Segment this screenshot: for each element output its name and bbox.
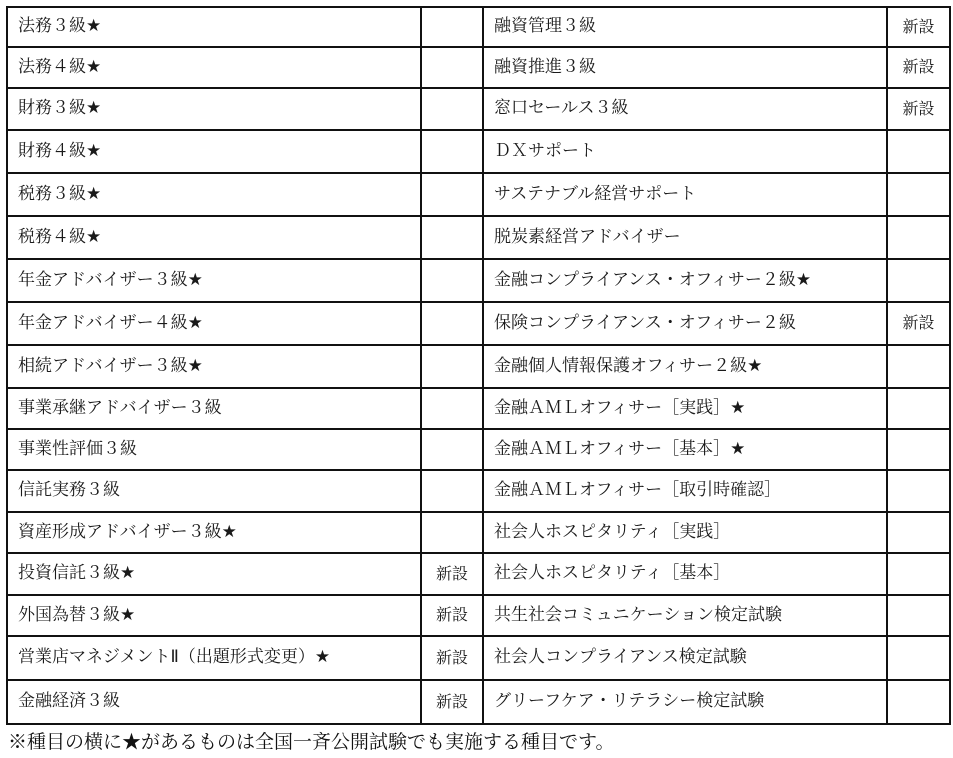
new-badge-left [421,7,483,47]
table-row [7,216,950,259]
new-badge-right [887,470,950,512]
exam-name-left: 法務４級★ [7,47,421,88]
table-row [7,388,950,429]
exam-name-left: 事業性評価３級 [7,429,421,470]
exam-name-right: 社会人ホスピタリティ［実践］ [483,512,887,553]
new-badge-left [421,512,483,553]
table-row [7,429,950,470]
new-badge-left [421,130,483,173]
new-badge-right [887,429,950,470]
new-badge-left [421,173,483,216]
new-badge-right [887,216,950,259]
new-badge-left [421,259,483,302]
exam-name-right: 金融ＡＭＬオフィサー［基本］★ [483,429,887,470]
exam-name-right: 金融コンプライアンス・オフィサー２級★ [483,259,887,302]
new-badge-left [421,345,483,388]
table-row [7,88,950,130]
exam-name-left: 財務４級★ [7,130,421,173]
new-badge-right [887,680,950,724]
new-badge-right [887,345,950,388]
exam-name-left: 外国為替３級★ [7,595,421,636]
new-badge-left [421,88,483,130]
new-badge-right [887,595,950,636]
exam-name-left: 資産形成アドバイザー３級★ [7,512,421,553]
new-badge-right [887,553,950,595]
exam-name-left: 投資信託３級★ [7,553,421,595]
new-badge-right: 新設 [887,302,950,345]
exam-name-left: 年金アドバイザー４級★ [7,302,421,345]
exam-name-left: 相続アドバイザー３級★ [7,345,421,388]
new-badge-right: 新設 [887,47,950,88]
table-row [7,680,950,724]
new-badge-left: 新設 [421,595,483,636]
new-badge-right [887,388,950,429]
exam-name-right: 窓口セールス３級 [483,88,887,130]
exam-name-right: 金融ＡＭＬオフィサー［取引時確認］ [483,470,887,512]
new-badge-left [421,388,483,429]
exam-name-right: 融資管理３級 [483,7,887,47]
new-badge-right: 新設 [887,7,950,47]
new-badge-right [887,636,950,680]
table-row [7,345,950,388]
table-row [7,470,950,512]
new-badge-right [887,173,950,216]
exam-name-left: 財務３級★ [7,88,421,130]
new-badge-left [421,47,483,88]
exam-name-left: 年金アドバイザー３級★ [7,259,421,302]
table-row [7,130,950,173]
exam-name-right: 脱炭素経営アドバイザー [483,216,887,259]
new-badge-left [421,429,483,470]
exam-name-right: 保険コンプライアンス・オフィサー２級 [483,302,887,345]
new-badge-right [887,130,950,173]
exam-name-right: 社会人コンプライアンス検定試験 [483,636,887,680]
footnote: ※種目の横に★があるものは全国一斉公開試験でも実施する種目です。 [8,731,615,753]
table-row [7,173,950,216]
exam-name-right: グリーフケア・リテラシー検定試験 [483,680,887,724]
exam-table-body [7,7,950,724]
new-badge-left: 新設 [421,553,483,595]
exam-name-left: 法務３級★ [7,7,421,47]
table-row [7,302,950,345]
new-badge-left: 新設 [421,636,483,680]
exam-name-right: 金融個人情報保護オフィサー２級★ [483,345,887,388]
table-row [7,7,950,47]
new-badge-left [421,216,483,259]
new-badge-right [887,259,950,302]
table-row [7,595,950,636]
table-row [7,553,950,595]
exam-name-left: 税務３級★ [7,173,421,216]
exam-name-right: 金融ＡＭＬオフィサー［実践］★ [483,388,887,429]
exam-name-right: 社会人ホスピタリティ［基本］ [483,553,887,595]
exam-name-right: ＤＸサポート [483,130,887,173]
exam-name-left: 金融経済３級 [7,680,421,724]
exam-name-right: サステナブル経営サポート [483,173,887,216]
new-badge-left [421,302,483,345]
table-row [7,512,950,553]
table-row [7,636,950,680]
exam-name-right: 共生社会コミュニケーション検定試験 [483,595,887,636]
exam-name-left: 事業承継アドバイザー３級 [7,388,421,429]
exam-table [6,6,951,725]
new-badge-right [887,512,950,553]
exam-name-left: 信託実務３級 [7,470,421,512]
exam-name-right: 融資推進３級 [483,47,887,88]
new-badge-left [421,470,483,512]
table-row [7,259,950,302]
exam-name-left: 税務４級★ [7,216,421,259]
table-row [7,47,950,88]
exam-name-left: 営業店マネジメントⅡ（出題形式変更）★ [7,636,421,680]
new-badge-right: 新設 [887,88,950,130]
new-badge-left: 新設 [421,680,483,724]
